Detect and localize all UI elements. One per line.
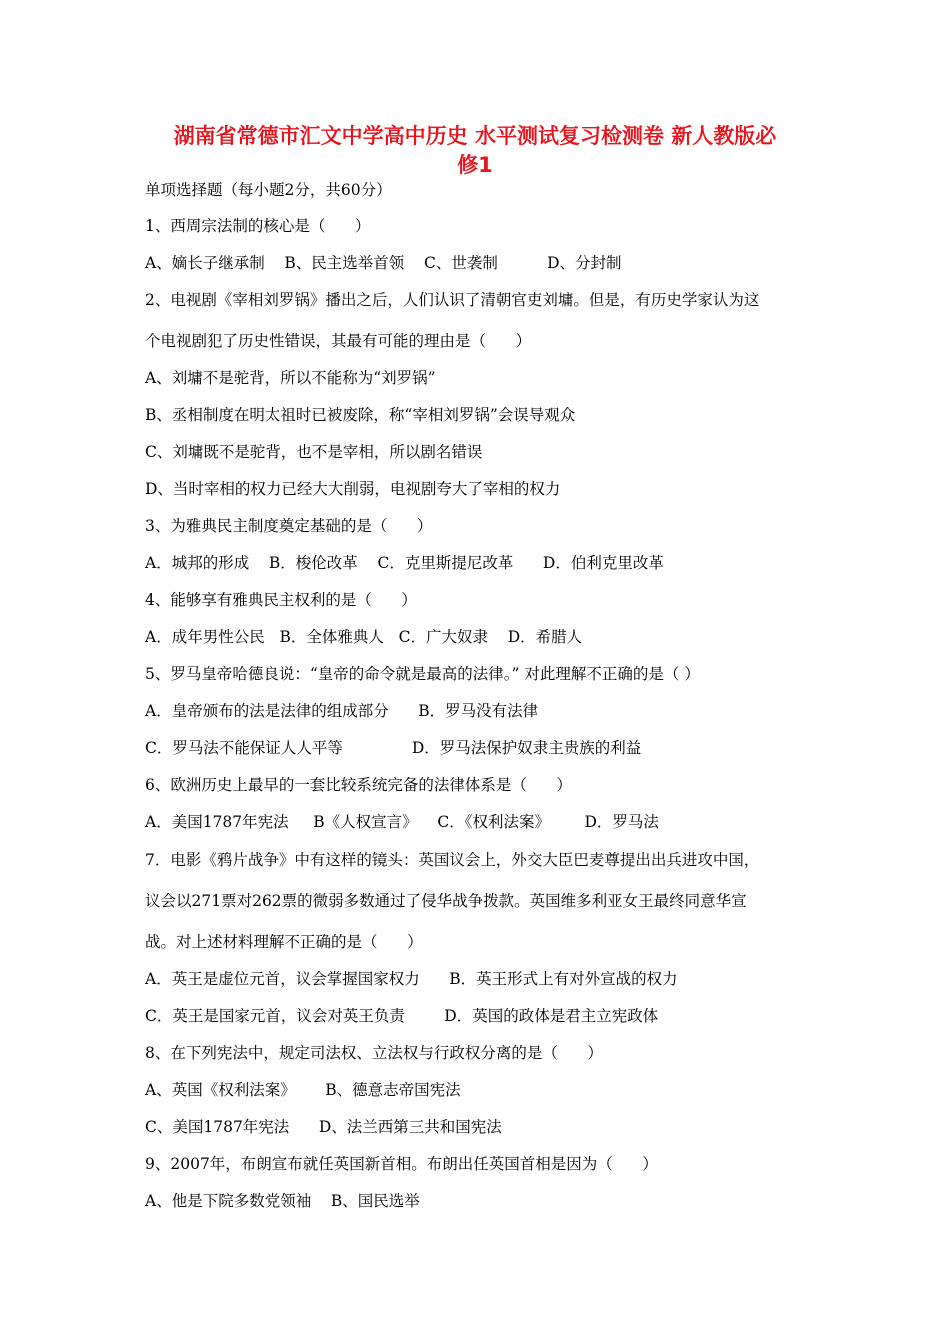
question-9: 9、2007年，布朗宣布就任英国新首相。布朗出任英国首相是因为（ ） [145,1155,658,1173]
question-4-options: A．成年男性公民 B．全体雅典人 C．广大奴隶 D．希腊人 [145,628,583,646]
question-7-cont-1: 议会以271票对262票的微弱多数通过了侵华战争拨款。英国维多利亚女王最终同意华宣 [145,892,747,910]
question-8: 8、在下列宪法中，规定司法权、立法权与行政权分离的是（ ） [145,1044,603,1062]
question-5-options-ab: A．皇帝颁布的法是法律的组成部分 B．罗马没有法律 [145,702,539,720]
question-3: 3、为雅典民主制度奠定基础的是（ ） [145,517,433,535]
question-2-option-c: C、刘墉既不是驼背，也不是宰相，所以剧名错误 [145,443,483,461]
question-9-options-ab: A、他是下院多数党领袖 B、国民选举 [145,1192,420,1210]
question-7-cont-2: 战。对上述材料理解不正确的是（ ） [145,933,423,951]
question-4: 4、能够享有雅典民主权利的是（ ） [145,591,417,609]
question-5-options-cd: C．罗马法不能保证人人平等 D．罗马法保护奴隶主贵族的利益 [145,739,642,757]
question-2: 2、电视剧《宰相刘罗锅》播出之后，人们认识了清朝官吏刘墉。但是，有历史学家认为这 [145,291,760,309]
question-7-options-cd: C．英王是国家元首，议会对英王负责 D．英国的政体是君主立宪政体 [145,1007,659,1025]
question-7: 7．电影《鸦片战争》中有这样的镜头：英国议会上，外交大臣巴麦尊提出出兵进攻中国， [145,851,760,869]
title-line-1: 湖南省常德市汇文中学高中历史 水平测试复习检测卷 新人教版必 [173,124,777,148]
section-heading: 单项选择题（每小题2分，共60分） [145,181,392,199]
question-6-options: A．美国1787年宪法 B《人权宣言》 C．《权利法案》 D．罗马法 [145,813,659,831]
question-2-option-a: A、刘墉不是驼背，所以不能称为“刘罗锅” [145,369,436,387]
question-6: 6、欧洲历史上最早的一套比较系统完备的法律体系是（ ） [145,776,572,794]
question-7-options-ab: A．英王是虚位元首，议会掌握国家权力 B．英王形式上有对外宣战的权力 [145,970,678,988]
title-line-2: 修1 [457,153,493,177]
question-1: 1、西周宗法制的核心是（ ） [145,217,371,235]
document-title [130,122,820,180]
question-2-option-b: B、丞相制度在明太祖时已被废除，称“宰相刘罗锅”会误导观众 [145,406,576,424]
question-5: 5、罗马皇帝哈德良说：“皇帝的命令就是最高的法律。” 对此理解不正确的是（ ） [145,665,700,683]
question-2-cont: 个电视剧犯了历史性错误，其最有可能的理由是（ ） [145,332,532,350]
question-2-option-d: D、当时宰相的权力已经大大削弱，电视剧夸大了宰相的权力 [145,480,561,498]
question-8-options-ab: A、英国《权利法案》 B、德意志帝国宪法 [145,1081,461,1099]
question-3-options: A．城邦的形成 B．梭伦改革 C．克里斯提尼改革 D．伯利克里改革 [145,554,664,572]
question-1-options: A、嫡长子继承制 B、民主选举首领 C、世袭制 D、分封制 [145,254,622,272]
question-8-options-cd: C、美国1787年宪法 D、法兰西第三共和国宪法 [145,1118,502,1136]
